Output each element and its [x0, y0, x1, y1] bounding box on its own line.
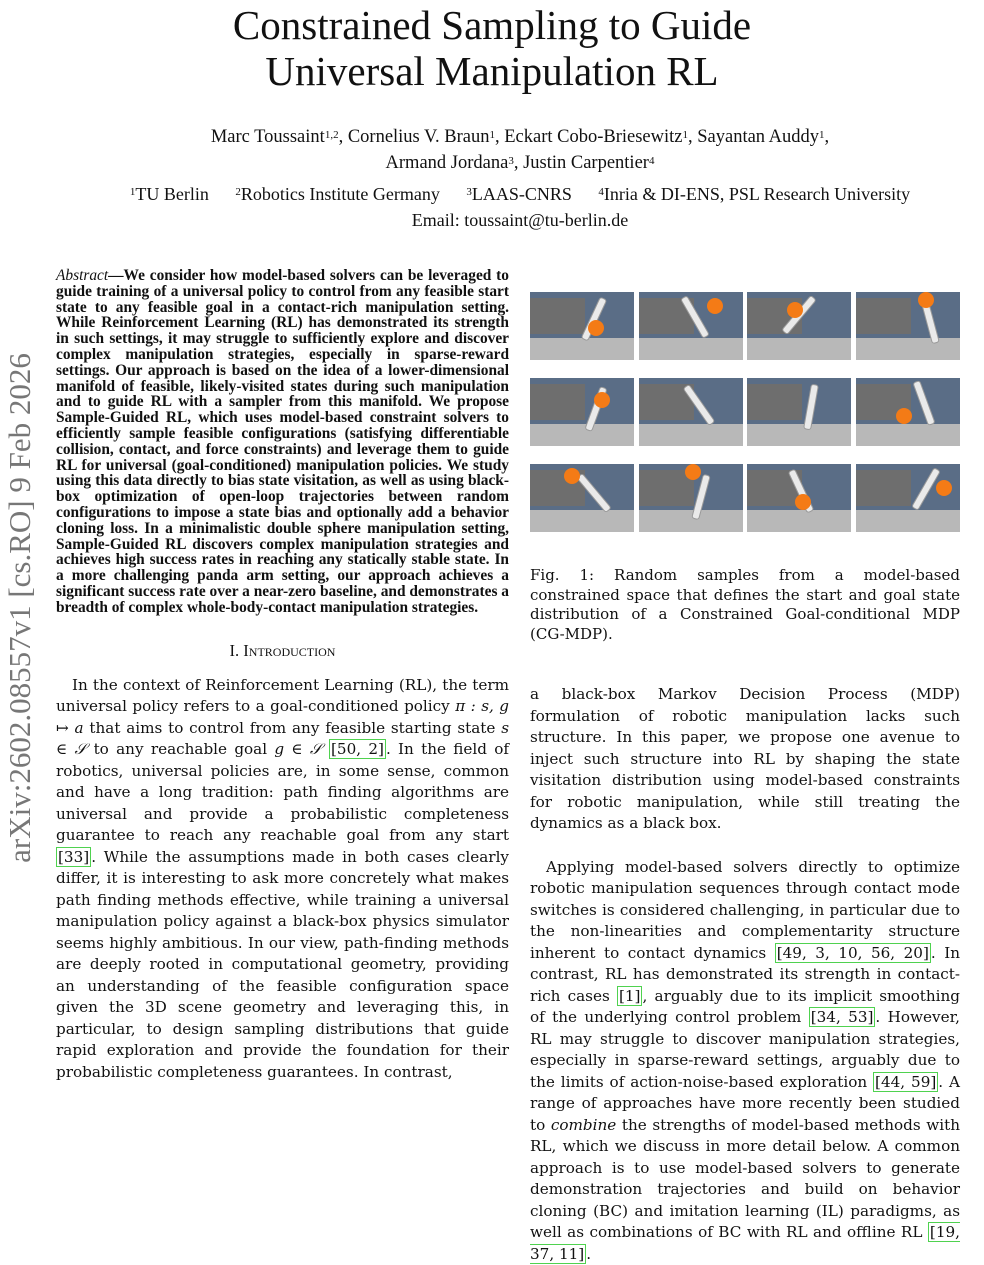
left-column [56, 268, 509, 1083]
figure-row [530, 464, 960, 532]
sample-frame [639, 292, 743, 360]
figure-caption: Fig. 1: Random samples from a model-based constrained space that defines the start and goal state distribution of a Constrained Goal-conditional MDP (CG-MDP). [530, 566, 960, 644]
sample-frame [530, 464, 634, 532]
author-sup: 4 [649, 155, 655, 167]
author-line-2: Armand Jordana$^3$, Justin Carpentier$^4$ [0, 150, 984, 176]
affiliation: $^2$Robotics Institute Germany [235, 184, 439, 204]
citation[interactable]: [34, 53] [809, 1007, 876, 1027]
affiliation: $^4$Inria & DI-ENS, PSL Research University [598, 184, 910, 204]
sample-frame [639, 464, 743, 532]
sample-frame [856, 292, 960, 360]
citation[interactable]: [1] [617, 986, 643, 1006]
author-line-1: Marc Toussaint$^{1,2}$, Cornelius V. Braun$^1$, Eckart Cobo-Briesewitz$^1$, Sayantan Auddy$^1$, [0, 124, 984, 150]
intro-paragraph: In the context of Reinforcement Learning (RL), the term universal policy refers to a goal-conditioned policy π : s, g ↦ a that aims to control from any feasible starting state s ∈ 𝒮 to any reachable goal g ∈ 𝒮 [50, 2] . In the field of robotics, universal policies are, in some sense, common and have a long tradition: path finding algorithms are universal and provide a probabilistic completeness guarantee to reach any reachable goal from any start [33] . While the assumptions made in both cases clearly differ, it is interesting to ask more concretely what makes path finding methods effective, while training a universal manipulation policy against a black-box physics simulator seems highly ambitious. In our view, path-finding methods are deeply rooted in computational geometry, providing an understanding of the feasible configuration space given the 3D scene geometry and leveraging this, in particular, to design sampling distributions that guide rapid exploration and provide the foundation for their probabilistic completeness guarantees. In contrast, [56, 675, 509, 1084]
author-sup: 3 [508, 155, 514, 167]
author-sup: 1 [683, 129, 689, 141]
paper-title [0, 2, 984, 94]
author-name: Cornelius V. Braun [348, 127, 490, 147]
author-name: Eckart Cobo-Briesewitz [504, 127, 682, 147]
affiliations [0, 181, 984, 233]
section-heading: I. Introduction [56, 641, 509, 661]
author-list [0, 124, 984, 176]
intro-paragraph-continued: a black-box Markov Decision Process (MDP) formulation of robotic manipulation lacks such structure. In this paper, we propose one avenue to inject such structure into RL by shaping the state visitation distribution using model-based constraints for robotic manipulation, while still treating the dynamics as a black box. [530, 684, 960, 835]
affiliation: $^3$LAAS-CNRS [466, 184, 572, 204]
author-name: Sayantan Auddy [697, 127, 819, 147]
sample-frame [856, 464, 960, 532]
sample-frame [747, 292, 851, 360]
author-sup: 1 [819, 129, 825, 141]
figure-row [530, 378, 960, 446]
arxiv-stamp: arXiv:2602.08557v1 [cs.RO] 9 Feb 2026 [2, 298, 38, 918]
author-name: Justin Carpentier [523, 153, 649, 173]
sample-frame [530, 378, 634, 446]
author-name: Armand Jordana [386, 153, 509, 173]
sample-frame [530, 292, 634, 360]
figure-row [530, 292, 960, 360]
title-line-1: Constrained Sampling to Guide [0, 2, 984, 48]
figure-1-image [530, 292, 960, 534]
abstract: Abstract—We consider how model-based solvers can be leveraged to guide training of a universal policy to control from any feasible start state to any feasible goal in a contact-rich manipulation setting. While Reinforcement Learning (RL) has demonstrated its strength in such settings, it may struggle to sufficiently explore and discover complex manipulation strategies, especially in sparse-reward settings. Our approach is based on the idea of a lower-dimensional manifold of feasible, likely-visited states during such manipulation and to guide RL with a sampler from this manifold. We propose Sample-Guided RL, which uses model-based constraint solvers to efficiently sample feasible configurations (satisfying differentiable collision, contact, and force constraints) and leverage them to guide RL for universal (goal-conditioned) manipulation policies. We study using this data directly to bias state visitation, as well as using black-box optimization of open-loop trajectories between random configurations to impose a state bias and optionally add a behavior cloning loss. In a minimalistic double sphere manipulation setting, Sample-Guided RL discovers complex manipulation strategies and achieves high success rates in reaching any statically stable state. In a more challenging panda arm setting, our approach achieves a significant success rate over a near-zero baseline, and demonstrates a breadth of complex whole-body-contact manipulation strategies. [56, 268, 509, 616]
right-column [530, 292, 960, 1265]
sample-frame [639, 378, 743, 446]
sample-frame [856, 378, 960, 446]
author-sup: 1,2 [325, 129, 339, 141]
citation[interactable]: [50, 2] [329, 739, 386, 759]
citation[interactable]: [49, 3, 10, 56, 20] [775, 943, 931, 963]
citation[interactable]: [19, 37, 11] [530, 1222, 960, 1264]
author-sup: 1 [489, 129, 495, 141]
title-line-2: Universal Manipulation RL [0, 48, 984, 94]
author-name: Marc Toussaint [211, 127, 325, 147]
citation[interactable]: [33] [56, 847, 91, 867]
sample-frame [747, 378, 851, 446]
sample-frame [747, 464, 851, 532]
citation[interactable]: [44, 59] [873, 1072, 938, 1092]
affiliation: $^1$TU Berlin [130, 184, 209, 204]
intro-paragraph-2: Applying model-based solvers directly to optimize robotic manipulation sequences through contact mode switches is considered challenging, in particular due to the non-linearities and complementarity structure inherent to contact dynamics [49, 3, 10, 56, 20] . In contrast, RL has demonstrated its strength in contact-rich cases [1] , arguably due to its implicit smoothing of the underlying control problem [34, 53] . However, RL may struggle to discover manipulation strategies, especially in sparse-reward settings, arguably due to the limits of action-noise-based exploration [44, 59] . A range of approaches have more recently been studied to combine the strengths of model-based methods with RL, which we discuss in more detail below. A common approach is to use model-based solvers to generate demonstration trajectories and build on behavior cloning (BC) and imitation learning (IL) paradigms, as well as combinations of BC with RL and offline RL [19, 37, 11] . [530, 857, 960, 1265]
email[interactable]: Email: toussaint@tu-berlin.de [0, 207, 984, 233]
